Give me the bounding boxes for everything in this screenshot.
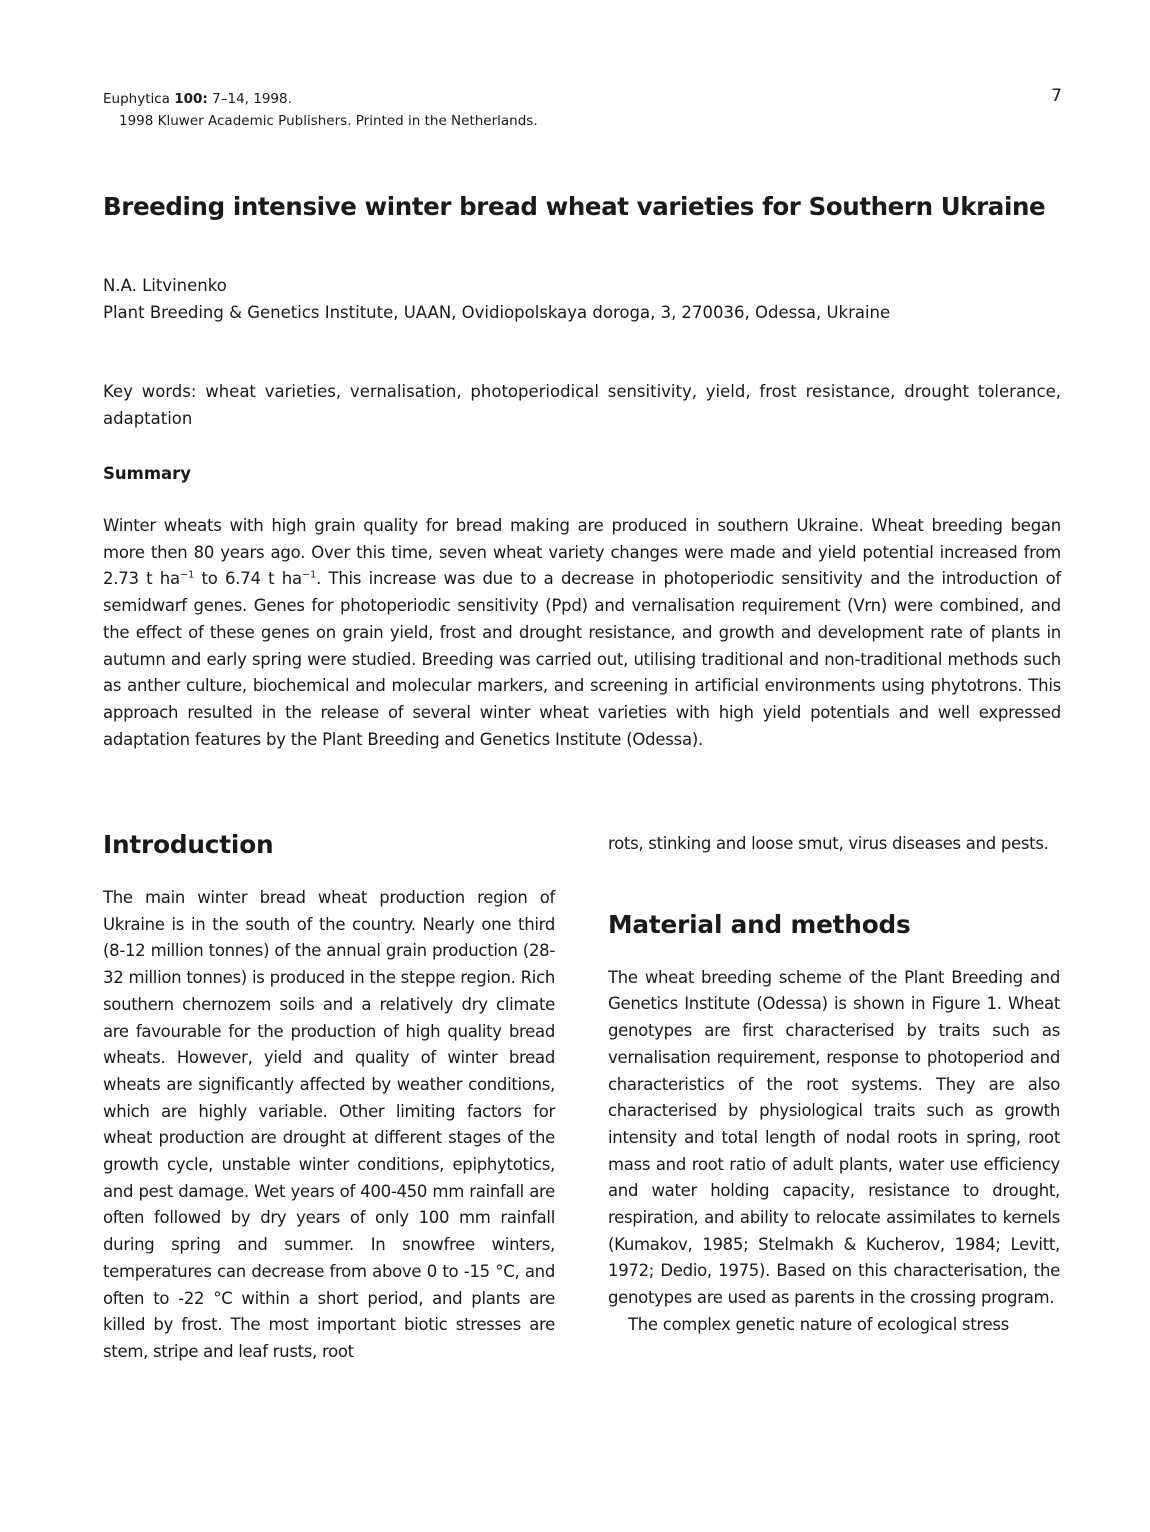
summary-heading: Summary: [103, 464, 192, 483]
methods-heading: Material and methods: [608, 909, 911, 939]
superscript: −1: [301, 569, 317, 581]
journal-name: Euphytica: [103, 91, 170, 107]
paper-title: Breeding intensive winter bread wheat varieties for Southern Ukraine: [103, 192, 1046, 221]
right-column: [608, 831, 1060, 1339]
introduction-continuation: rots, stinking and loose smut, virus diseases and pests.: [608, 834, 1049, 853]
journal-header: [103, 88, 1063, 132]
journal-citation: [103, 88, 1063, 110]
left-column: [103, 831, 555, 1366]
superscript: −1: [179, 569, 195, 581]
introduction-heading: Introduction: [103, 830, 274, 859]
keywords: Key words: wheat varieties, vernalisation, photoperiodical sensitivity, yield, frost resistance, drought tolerance, adaptation: [103, 382, 1061, 428]
summary-text-part: . This increase was due to a decrease in photoperiodic sensitivity and the introduction of semidwarf genes. Genes for photoperiodic sensitivity (Ppd) and vernalisation requirement (Vrn) were combined, and the effect of these genes on grain yield, frost and drought resistance, and growth and development rate of plants in autumn and early spring were studied. Breeding was carried out, utilising traditional and non-traditional methods such as anther culture, biochemical and molecular markers, and screening in artificial environments using phytotrons. This approach resulted in the release of several winter wheat varieties with high yield potentials and well expressed adaptation features by the Plant Breeding and Genetics Institute (Odessa).: [103, 569, 1061, 749]
methods-paragraph: The complex genetic nature of ecological stress: [628, 1314, 1009, 1334]
summary-text: [103, 513, 1061, 753]
introduction-paragraph: The main winter bread wheat production region of Ukraine is in the south of the country. Nearly one third (8-12 million tonnes) of the annual grain production (28-32 million tonnes) is produced in the steppe region. Rich southern chernozem soils and a relatively dry climate are favourable for the production of high quality bread wheats. However, yield and quality of winter bread wheats are significantly affected by weather conditions, which are highly variable. Other limiting factors for wheat production are drought at different stages of the growth cycle, unstable winter conditions, epiphytotics, and pest damage. Wet years of 400-450 mm rainfall are often followed by dry years of only 100 mm rainfall during spring and summer. In snowfree winters, temperatures can decrease from above 0 to -15 °C, and often to -22 °C within a short period, and plants are killed by frost. The most important biotic stresses are stem, stripe and leaf rusts, root: [103, 888, 555, 1361]
author-block: [103, 272, 1063, 326]
summary-text-part: to 6.74 t ha: [194, 569, 302, 589]
author-name: N.A. Litvinenko: [103, 276, 227, 295]
summary-text-part: Winter wheats with high grain quality for bread making are produced in southern Ukraine. Wheat breeding began more then 80 years ago. Over this time, seven wheat variety changes were made and yield potential increased from 2.73 t ha: [103, 516, 1061, 589]
journal-volume: 100:: [174, 91, 208, 107]
page-number: 7: [1051, 86, 1062, 106]
methods-paragraph: The wheat breeding scheme of the Plant Breeding and Genetics Institute (Odessa) is shown in Figure 1. Wheat genotypes are first characterised by traits such as vernalisation requirement, response to photoperiod and characteristics of the root systems. They are also characterised by physiological traits such as growth intensity and total length of nodal roots in spring, root mass and root ratio of adult plants, water use efficiency and water holding capacity, resistance to drought, respiration, and ability to relocate assimilates to kernels (Kumakov, 1985; Stelmakh & Kucherov, 1984; Levitt, 1972; Dedio, 1975). Based on this characterisation, the genotypes are used as parents in the crossing program.: [608, 967, 1060, 1308]
journal-pages: 7–14, 1998.: [212, 91, 292, 107]
author-affiliation: Plant Breeding & Genetics Institute, UAAN, Ovidiopolskaya doroga, 3, 270036, Odessa, Ukraine: [103, 303, 891, 322]
copyright-line: 1998 Kluwer Academic Publishers. Printed in the Netherlands.: [119, 113, 538, 129]
